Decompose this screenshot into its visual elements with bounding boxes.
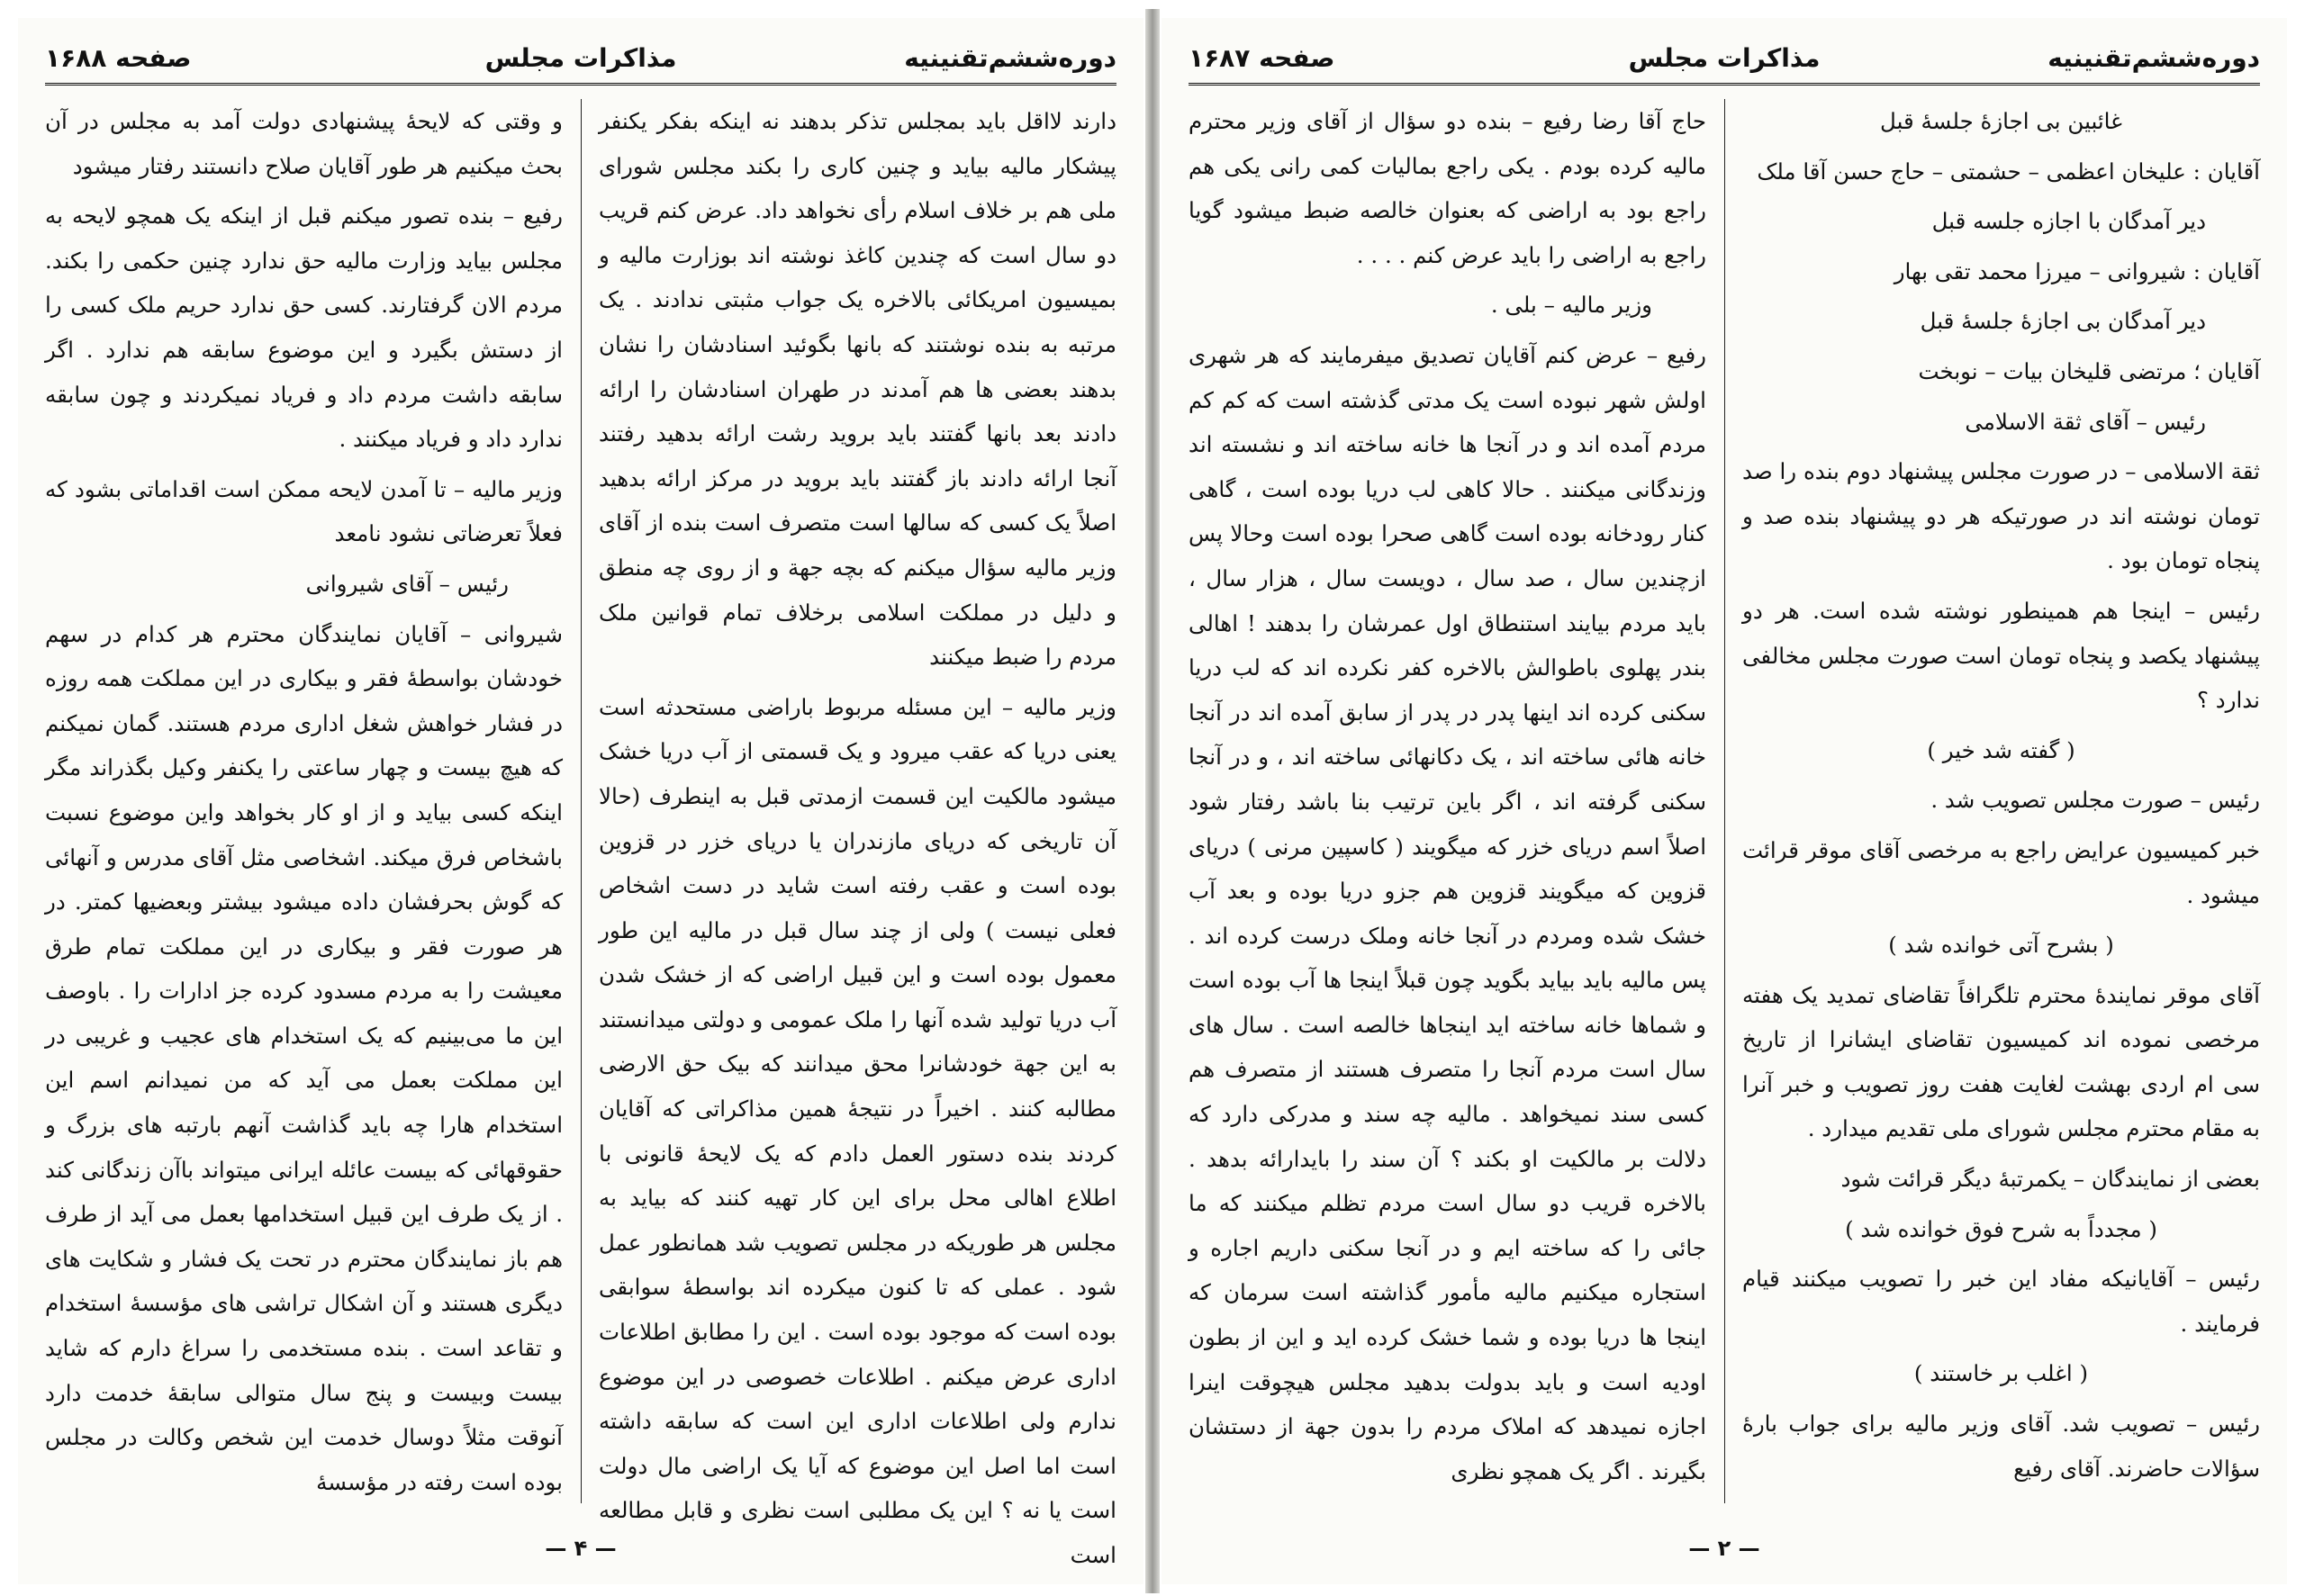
- paragraph: ( بشرح آتی خوانده شد ): [1888, 932, 2114, 959]
- paragraph: وزیر مالیه – تا آمدن لایحه ممکن است اقداماتی بشود که فعلاً تعرضاتی نشود نامعد: [45, 475, 563, 547]
- paragraph: ثقة الاسلامی – در صورت مجلس پیشنهاد دوم بنده را صد تومان نوشته اند در صورتیکه هر دو پیشنهاد بنده صد و پنجاه تومان بود .: [1742, 458, 2260, 574]
- paragraph: وزیر مالیه – این مسئله مربوط باراضی مستحدثه است یعنی دریا که عقب میرود و یک قسمتی از آب دریا خشک میشود مالکیت این قسمت ازمدتی قبل به اینطرف (حالا آن تاریخی که دریای مازندران یا دریای خزر در قزوین بوده است و عقب رفته است شاید در دست اشخاص فعلی نیست ) ولی از چند سال قبل در مالیه این طور معمول بوده است و این قبیل اراضی که از خشک شدن آب دریا تولید شده آنها را ملک عمومی و دولتی میدانستند به این جهة خودشانرا محق میدانند که بیک حق الارضی مطالبه کنند . اخیراً در نتیجهٔ همین مذاکراتی که آقایان کردند بنده دستور العمل دادم که یک لایحهٔ قانونی با اطلاع اهالی محل برای این کار تهیه کنند که بیاید به مجلس هر طوریکه در مجلس تصویب شد همانطور عمل شود . عملی که تا کنون میکرده اند بواسطهٔ سوابقی بوده است که موجود بوده است . این را مطابق اطلاعات اداری عرض میکنم . اطلاعات خصوصی در این موضوع ندارم ولی اطلاعات اداری این است که سابقه داشته است اما اصل این موضوع که آیا یک اراضی مال دولت است یا نه ؟ این یک مطلبی است نظری و قابل مطالعه است: [599, 693, 1116, 1568]
- page-1687: [1162, 18, 2287, 1584]
- text-column-left: [45, 99, 563, 1503]
- paragraph: رئیس – آقایانیکه مفاد این خبر را تصویب میکنند قیام فرمایند .: [1742, 1266, 2260, 1337]
- paragraph: بعضی از نمایندگان – یکمرتبهٔ دیگر قرائت شود: [1840, 1166, 2260, 1193]
- header-title: مذاکرات مجلس: [1628, 43, 1821, 73]
- text-column-right: [599, 99, 1116, 1568]
- text-column-left: [1189, 99, 1706, 1503]
- paragraph: ( اغلب بر خاستند ): [1913, 1360, 2089, 1387]
- page-number-label: صفحه ۱۶۸۸: [45, 43, 192, 73]
- paragraph: دیر آمدگان بی اجازهٔ جلسهٔ قبل: [1920, 308, 2206, 335]
- paragraph: رئیس – آقای شیروانی: [305, 570, 509, 597]
- page-header: [1189, 36, 2260, 86]
- paragraph: شیروانی – آقایان نمایندگان محترم هر کدام در سهم خودشان بواسطهٔ فقر و بیکاری در این مملکت همه روزه در فشار خواهش شغل اداری مردم هستند. گمان نمیکنم که هیچ بیست و چهار ساعتی را یکنفر وکیل بگذراند مگر اینکه کسی بیاید و از او کار بخواهد واین موضوع نسبت باشخاص فرق میکند. اشخاصی مثل آقای مدرس و آنهائی که گوش بحرفشان داده میشود بیشتر وبعضیها کمتر. در هر صورت فقر و بیکاری در این مملکت تمام طرق معیشت را به مردم مسدود کرده جز ادارات را . باوصف این ما می‌بینیم که یک استخدام های عجیب و غریبی در این مملکت بعمل می آید که من نمیدانم اسم این استخدام هارا چه باید گذاشت آنهم بارتبه های بزرگ و حقوقهائی که بیست عائله ایرانی میتواند باآن زندگانی کند . از یک طرف این قبیل استخدامها بعمل می آید از طرف هم باز نمایندگان محترم در تحت یک فشار و شکایت های دیگری هستند و آن اشکال تراشی های مؤسسهٔ استخدام و تقاعد است . بنده مستخدمی را سراغ دارم که شاید بیست وبیست و پنج سال متوالی سابقهٔ خدمت دارد آنوقت مثلاً دوسال خدمت این شخص وکالت در مجلس بوده است رفته در مؤسسهٔ: [45, 620, 563, 1495]
- paragraph: رئیس – تصویب شد. آقای وزیر مالیه برای جواب بارهٔ سؤالات حاضرند. آقای رفیع: [1742, 1411, 2260, 1482]
- paragraph: رئیس – اینجا هم همینطور نوشته شده است. هر دو پیشنهاد یکصد و پنجاه تومان است صورت مجلس مخالفی ندارد ؟: [1742, 597, 2260, 714]
- column-divider: [581, 99, 582, 1503]
- text-column-right: [1742, 99, 2260, 1503]
- session-label: دوره‌ششم‌تقنینیه: [904, 43, 1116, 73]
- paragraph: رفیع – عرض کنم آقایان تصدیق میفرمایند که هر شهری اولش شهر نبوده است یک مدتی گذشته است که کم کم مردم آمده اند و در آنجا ها خانه ساخته اند و نشسته اند وزندگانی میکنند . حالا کاهی لب دریا بوده است ، گاهی کنار رودخانه بوده است گاهی صحرا بوده است وحالا پس ازچندین سال ، صد سال ، دویست سال ، هزار سال ، باید مردم بیایند استنطاق اول عمرشان را بدهند ! اهالی بندر پهلوی باطوالش بالاخره کفر نکرده اند که لب دریا سکنی کرده اند اینها پدر در پدر از سابق آمده اند در آنجا خانه هائی ساخته اند ، یک دکانهائی ساخته اند ، و در آنجا سکنی گرفته اند ، اگر باین ترتیب بنا باشد رفتار شود اصلاً اسم دریای خزر که میگویند ( کاسپین مرنی ) دریای قزوین که میگویند قزوین هم جزو دریا بوده و بعد آب خشک شده ومردم در آنجا خانه وملک درست کرده اند . پس مالیه باید بیاید بگوید چون قبلاً اینجا ها آب بوده است و شماها خانه ساخته اید اینجاها خالصه است . سال های سال است مردم آنجا را متصرف هستند از متصرف هم کسی سند نمیخواهد . مالیه چه سند و مدرکی دارد که دلالت بر مالکیت او بکند ؟ آن سند را بایدارائه بدهد . بالاخره قریب دو سال است مردم تظلم میکنند که ما جائی را که ساخته ایم و در آنجا سکنی داریم اجاره و استجاره میکنیم مالیه مأمور گذاشته است سرمان که اینجا ها دریا بوده و شما خشک کرده اید و این از بطون اودیه است و باید بدولت بدهید مجلس هیچوقت اینرا اجازه نمیدهد که املاک مردم را بدون جهة از دستشان بگیرند . اگر یک همچو نظری: [1189, 341, 1706, 1484]
- page-footer: — ۴ —: [545, 1536, 617, 1561]
- paragraph: رئیس – صورت مجلس تصویب شد .: [1930, 787, 2260, 814]
- page-footer: — ۲ —: [1688, 1536, 1760, 1561]
- paragraph: آقایان : شیروانی – میرزا محمد تقی بهار: [1894, 257, 2260, 284]
- paragraph: رئیس – آقای ثقة الاسلامی: [1965, 408, 2206, 435]
- paragraph: ( گفته شد خیر ): [1927, 736, 2075, 763]
- session-label: دوره‌ششم‌تقنینیه: [2047, 43, 2260, 73]
- paragraph: خبر کمیسیون عرایض راجع به مرخصی آقای موقر قرائت میشود .: [1742, 836, 2260, 908]
- paragraph: و وقتی که لایحهٔ پیشنهادی دولت آمد به مجلس در آن بحث میکنیم هر طور آقایان صلاح دانستند رفتار میشود: [45, 108, 563, 179]
- book-gutter: [1145, 9, 1160, 1593]
- page-1688: [18, 18, 1143, 1584]
- paragraph: آقایان : علیخان اعظمی – حشمتی – حاج حسن آقا ملک: [1757, 158, 2260, 185]
- paragraph: ( مجدداً به شرح فوق خوانده شد ): [1845, 1215, 2157, 1242]
- paragraph: رفیع – بنده تصور میکنم قبل از اینکه یک همچو لایحه به مجلس بیاید وزارت مالیه حق ندارد چنین حکمی را بکند. مردم الان گرفتارند. کسی حق ندارد حریم ملک کسی را از دستش بگیرد و این موضوع سابقه هم ندارد . اگر سابقه داشت مردم داد و فریاد نمیکردند و چون سابقه ندارد داد و فریاد میکنند .: [45, 203, 564, 453]
- paragraph: آقای موقر نمایندهٔ محترم تلگرافاً تقاضای تمدید یک هفته مرخصی نموده اند کمیسیون تقاضای ایشانرا از تاریخ سی ام اردی بهشت لغایت هفت روز تصویب و خبر آنرا به مقام محترم مجلس شورای ملی تقدیم میدارد .: [1742, 981, 2260, 1142]
- page-header: [45, 36, 1116, 86]
- paragraph: آقایان ؛ مرتضی قلیخان بیات – نوبخت: [1918, 357, 2260, 384]
- header-title: مذاکرات مجلس: [484, 43, 677, 73]
- paragraph: غائبین بی اجازهٔ جلسهٔ قبل: [1880, 108, 2122, 134]
- paragraph: دارند لااقل باید بمجلس تذکر بدهند نه اینکه بفکر یکنفر پیشکار مالیه بیاید و چنین کاری را بکند مجلس شورای ملی هم بر خلاف اسلام رأی نخواهد داد. عرض کنم قریب دو سال است که چندین کاغذ نوشته اند بوزارت مالیه و بمیسیون امریکائی بالاخره یک جواب مثبتی ندادند . یک مرتبه به بنده نوشتند که بانها بگوئید اسنادشان را نشان بدهند بعضی ها هم آمدند در طهران اسنادشان را ارائه دادند بعد بانها گفتند باید بروید رشت ارائه بدهید رفتند آنجا ارائه دادند باز گفتند باید بروید در مرکز ارائه بدهید اصلاً یک کسی که سالها است متصرف است بنده از آقای وزیر مالیه سؤال میکنم که بچه جهة و از روی چه منطق و دلیل در مملکت اسلامی برخلاف تمام قوانین ملک مردم را ضبط میکنند: [599, 108, 1116, 671]
- column-divider: [1724, 99, 1725, 1503]
- page-number-label: صفحه ۱۶۸۷: [1189, 43, 1335, 73]
- paragraph: وزیر مالیه – بلی .: [1490, 292, 1652, 319]
- paragraph: دیر آمدگان با اجازه جلسه قبل: [1931, 208, 2206, 235]
- paragraph: حاج آقا رضا رفیع – بنده دو سؤال از آقای وزیر محترم مالیه کرده بودم . یکی راجع بمالیات کمی رانی یکی هم راجع بود به اراضی که بعنوان خالصه ضبط میشود گویا راجع به اراضی را باید عرض کنم . . . .: [1189, 108, 1706, 268]
